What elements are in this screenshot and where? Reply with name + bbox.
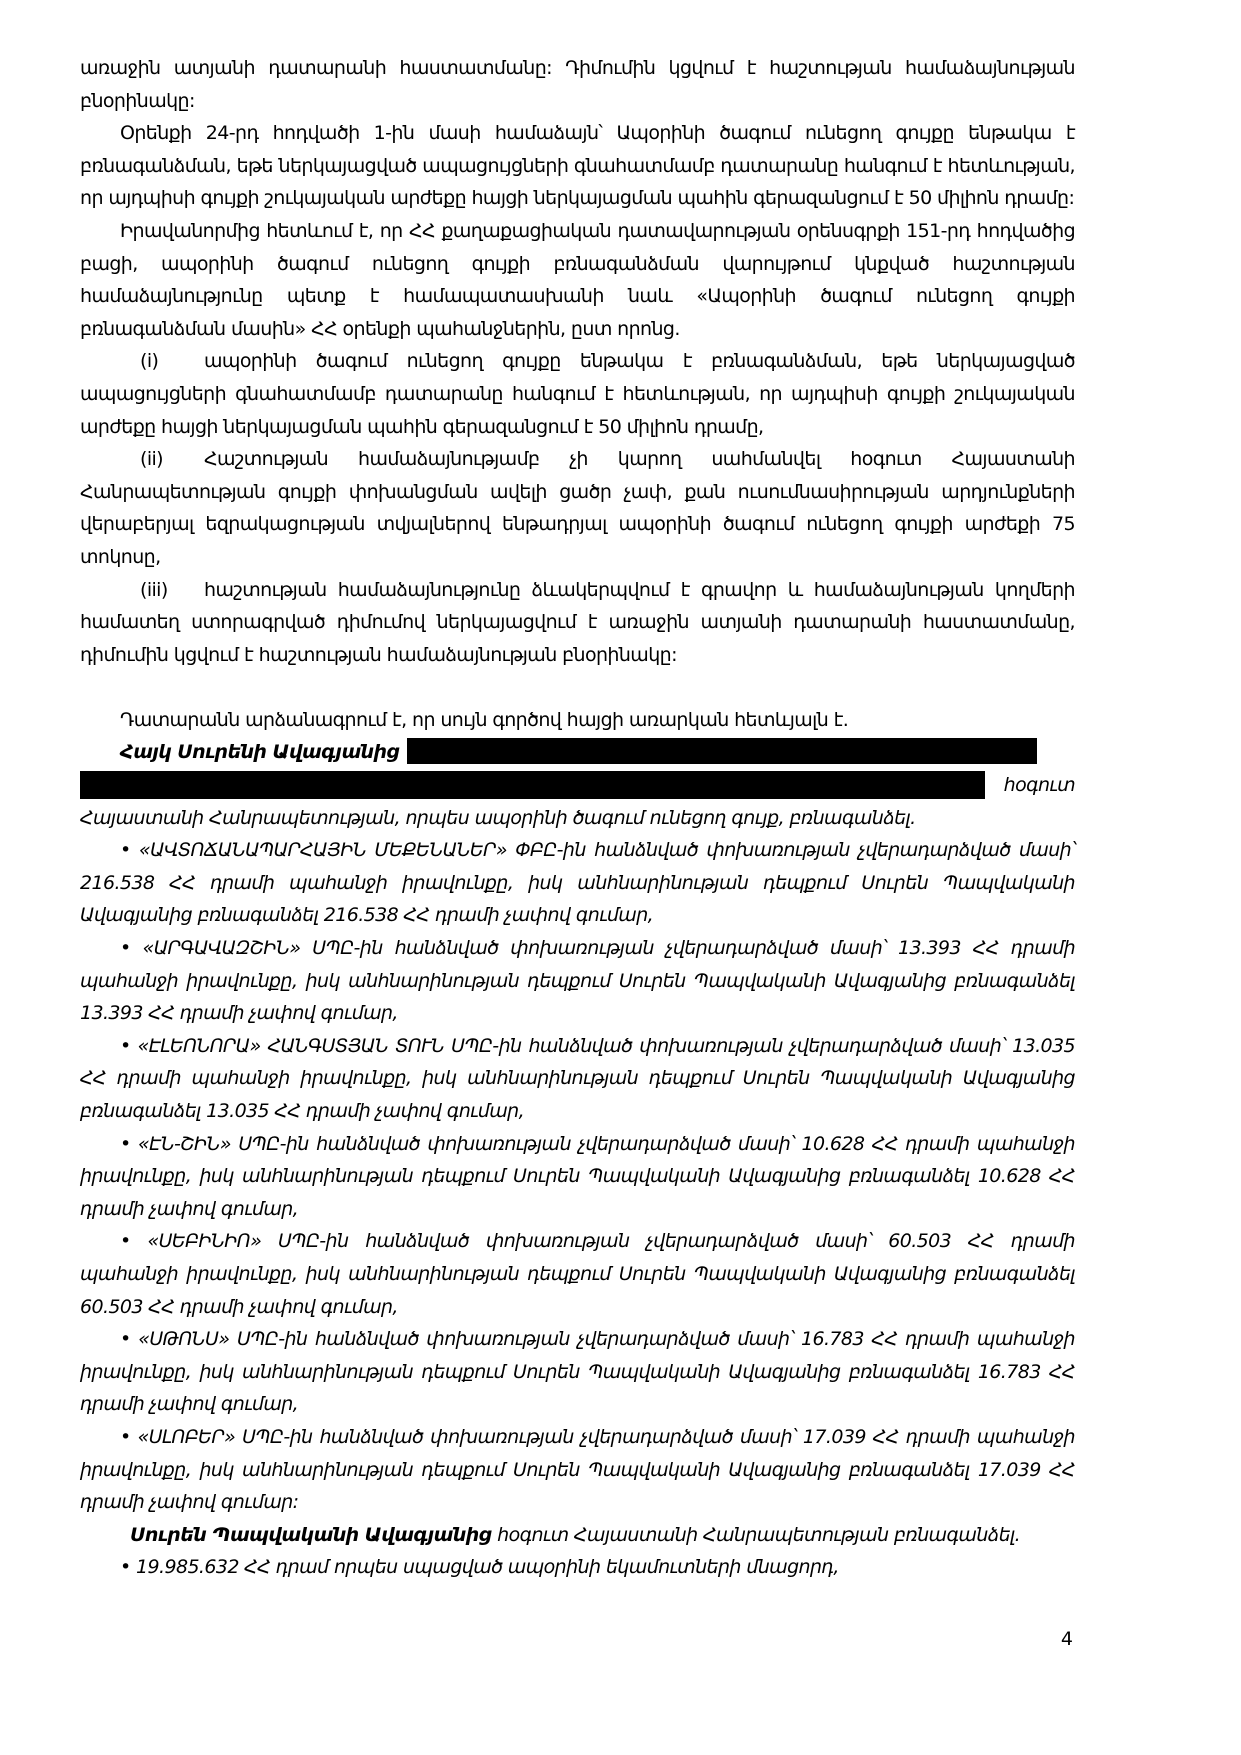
- defendant-name: Հայկ Սուրենի Ավագյանից: [120, 741, 400, 764]
- bullet-item: • 19.985.632 ՀՀ դրամ որպես սպացված ապօրինի եկամուտների մնացորդ,: [80, 1551, 1075, 1584]
- bullet-item: • «ԷԼԵՈՆՈՐԱ» ՀԱՆԳՍՏՅԱՆ ՏՈՒՆ ՍՊԸ-ին հանձնված փոխառության չվերադարձված մասի՝ 13.035 ՀՀ դրամի պահանջի իրավունքը, իսկ անհնարինության դեպքում Սուրեն Պապվականի Ավագյանից բռնագանձել 13.035 ՀՀ դրամի չափով գումար,: [80, 1030, 1075, 1128]
- list-number: (i): [140, 350, 159, 373]
- second-claim: [80, 1519, 1075, 1552]
- list-item: [80, 345, 1075, 443]
- list-item: [80, 443, 1075, 573]
- court-notes: Դատարանն արձանագրում է, որ սույն գործով հայցի առարկան հետևյալն է.: [120, 708, 849, 731]
- paragraph: Իրավանորմից հետևում է, որ ՀՀ քաղաքացիական դատավարության օրենսգրքի 151-րդ հոդվածից բացի, ապօրինի ծագում ունեցող գույքի բռնագանձման վարույթում կնքված հաշտության համաձայնությունը պետք է համապատասխանի նաև «Ապօրինի ծագում ունեցող գույքի բռնագանձման մասին» ՀՀ օրենքի պահանջներին, ըստ որոնց.: [80, 219, 1075, 340]
- bullet-item: • «ԷՆ-ՇԻՆ» ՍՊԸ-ին հանձնված փոխառության չվերադարձված մասի՝ 10.628 ՀՀ դրամի պահանջի իրավունքը, իսկ անհնարինության դեպքում Սուրեն Պապվականի Ավագյանից բռնագանձել 10.628 ՀՀ դրամի չափով գումար,: [80, 1128, 1075, 1226]
- list-item: [80, 574, 1075, 672]
- in-favor-word: հօգուտ: [1003, 774, 1075, 797]
- list-text: ապօրինի ծագում ունեցող գույքը ենթակա է բռնագանձման, եթե ներկայացված ապացույցների գնահատմամբ դատարանը հանգում է հետևության, որ այդպիսի գույքի շուկայական արժեքը հայցի ներկայացման պահին գերազանցում է 50 միլիոն դրամը,: [80, 350, 1075, 438]
- redacted-line: [80, 769, 1075, 802]
- bullet-item: • «ՍԵԲԻՆԻՈ» ՍՊԸ-ին հանձնված փոխառության չվերադարձված մասի՝ 60.503 ՀՀ դրամի պահանջի իրավունքը, իսկ անհնարինության դեպքում Սուրեն Պապվականի Ավագյանից բռնագանձել 60.503 ՀՀ դրամի չափով գումար,: [80, 1225, 1075, 1323]
- bullet-item: • «ՍԼՈԲԵՐ» ՍՊԸ-ին հանձնված փոխառության չվերադարձված մասի՝ 17.039 ՀՀ դրամի պահանջի իրավունքը, իսկ անհնարինության դեպքում Սուրեն Պապվականի Ավագյանից բռնագանձել 17.039 ՀՀ դրամի չափով գումար:: [80, 1421, 1075, 1519]
- list-number: (ii): [140, 448, 163, 471]
- list-text: հաշտության համաձայնությունը ձևակերպվում է գրավոր և համաձայնության կողմերի համատեղ ստորագրված դիմումով ներկայացվում է առաջին ատյանի դատարանի հաստատմանը, դիմումին կցվում է հաշտության համաձայնության բնօրինակը:: [80, 578, 1075, 666]
- paragraph: առաջին ատյանի դատարանի հաստատմանը: Դիմումին կցվում է հաշտության համաձայնության բնօրինակը:: [80, 57, 1075, 112]
- paragraph: Օրենքի 24-րդ հոդվածի 1-ին մասի համաձայն՝ Ապօրինի ծագում ունեցող գույքը ենթակա է բռնագանձման, եթե ներկայացված ապացույցների գնահատմամբ դատարանը հանգում է հետևության, որ այդպիսի գույքի շուկայական արժեքը հայցի ներկայացման պահին գերազանցում է 50 միլիոն դրամը:: [80, 122, 1075, 210]
- second-claim-name: Սուրեն Պապվականի Ավագյանից: [130, 1523, 492, 1546]
- document-page: [80, 52, 1075, 1584]
- redaction-block: [407, 738, 1037, 764]
- redaction-block: [80, 771, 985, 799]
- claim-continuation: Հայաստանի Հանրապետության, որպես ապօրինի ծագում ունեցող գույք, բռնագանձել.: [80, 806, 916, 829]
- bullet-item: • «ԱՎՏՈՃԱՆԱՊԱՐՀԱՅԻՆ ՄԵՔԵՆԱՆԵՐ» ՓԲԸ-ին հանձնված փոխառության չվերադարձված մասի՝ 216.538 ՀՀ դրամի պահանջի իրավունքը, իսկ անհնարինության դեպքում Սուրեն Պապվականի Ավագյանից բռնագանձել 216.538 ՀՀ դրամի չափով գումար,: [80, 834, 1075, 932]
- bullet-item: • «ԱՐԳԱՎԱԶՇԻՆ» ՍՊԸ-ին հանձնված փոխառության չվերադարձված մասի՝ 13.393 ՀՀ դրամի պահանջի իրավունքը, իսկ անհնարինության դեպքում Սուրեն Պապվականի Ավագյանից բռնագանձել 13.393 ՀՀ դրամի չափով գումար,: [80, 932, 1075, 1030]
- list-text: Հաշտության համաձայնությամբ չի կարող սահմանվել հօգուտ Հայաստանի Հանրապետության գույքի փոխանցման ավելի ցածր չափ, քան ուսումնասիրության արդյունքների վերաբերյալ եզրակացության տվյալներով ենթադրյալ ապօրինի ծագում ունեցող գույքի արժեքի 75 տոկոսը,: [80, 448, 1075, 568]
- bullet-item: • «ՍԹՈՆՍ» ՍՊԸ-ին հանձնված փոխառության չվերադարձված մասի՝ 16.783 ՀՀ դրամի պահանջի իրավունքը, իսկ անհնարինության դեպքում Սուրեն Պապվականի Ավագյանից բռնագանձել 16.783 ՀՀ դրամի չափով գումար,: [80, 1323, 1075, 1421]
- second-claim-text: հօգուտ Հայաստանի Հանրապետության բռնագանձել.: [491, 1523, 1021, 1546]
- claim-defendant-line: [80, 736, 1075, 769]
- page-number: 4: [1060, 1628, 1073, 1650]
- spacer: [80, 671, 1075, 704]
- list-number: (iii): [140, 578, 168, 601]
